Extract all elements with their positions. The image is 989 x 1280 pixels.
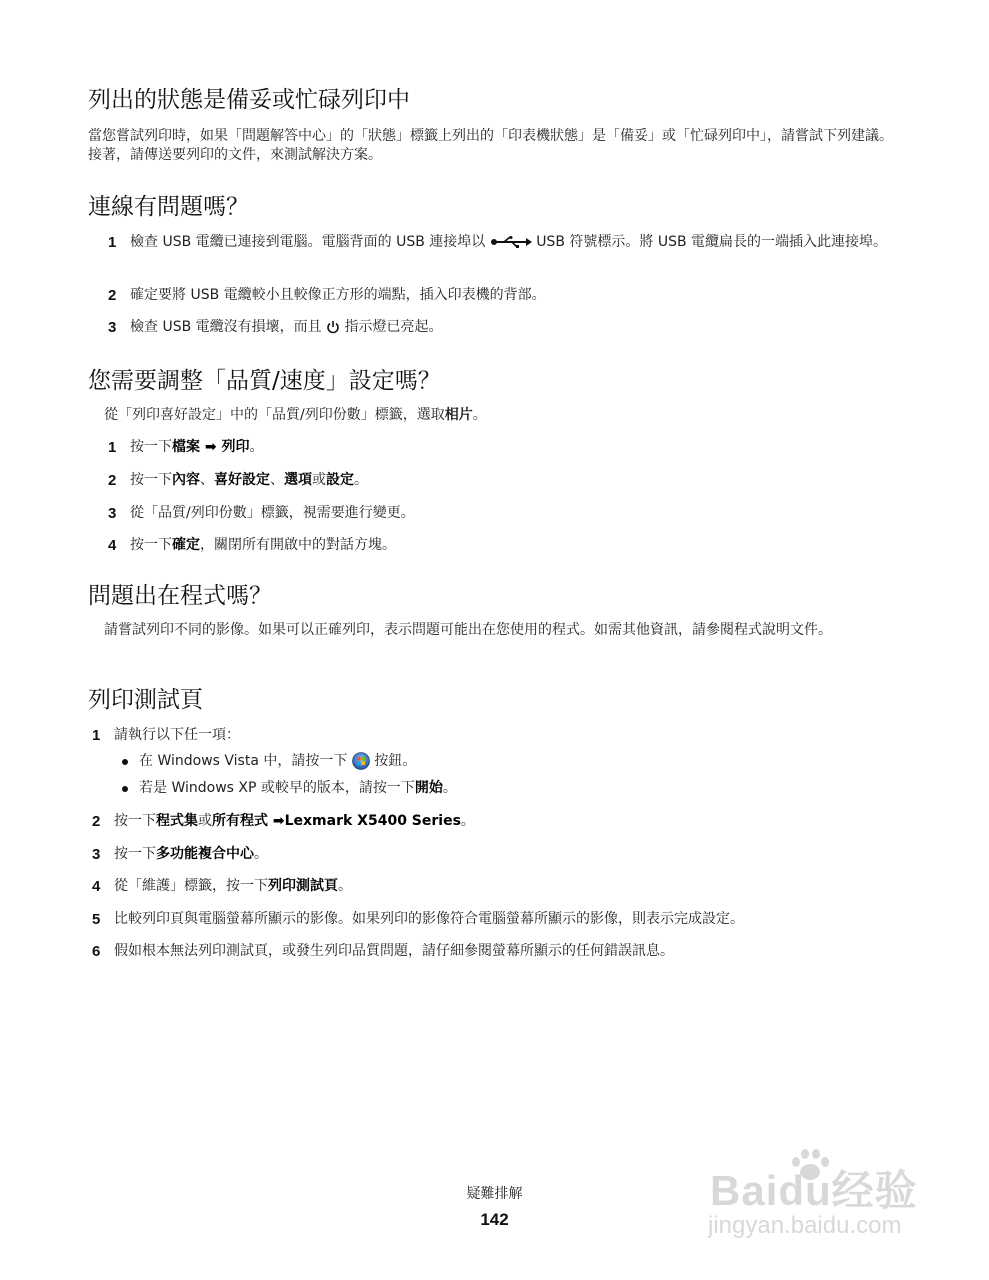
step-text: 按一下確定，關閉所有開啟中的對話方塊。 [130,537,396,553]
section-title-status: 列出的狀態是備妥或忙碌列印中 [88,87,410,113]
bullet-dot [122,786,128,792]
step-number: 4 [92,878,101,895]
step-number: 1 [108,234,117,251]
step-text: 從「品質/列印份數」標籤，視需要進行變更。 [130,505,415,521]
step-number: 3 [92,846,101,863]
section-para-status: 當您嘗試列印時，如果「問題解答中心」的「狀態」標籤上列出的「印表機狀態」是「備妥」或「忙碌列印中」，請嘗試下列建議。接著，請傳送要列印的文件，來測試解決方案。 [88,128,893,163]
step-text: 比較列印頁與電腦螢幕所顯示的影像。如果列印的影像符合電腦螢幕所顯示的影像，則表示完成設定。 [114,911,744,927]
bullet-dot [122,759,128,765]
step-number: 3 [108,505,117,522]
step-text: 假如根本無法列印測試頁，或發生列印品質問題，請仔細參閱螢幕所顯示的任何錯誤訊息。 [114,943,674,959]
watermark-url: jingyan.baidu.com [708,1212,902,1239]
section-para-quality: 從「列印喜好設定」中的「品質/列印份數」標籤，選取相片。 [104,407,487,423]
usb-icon [490,236,532,248]
bullet-text: 若是 Windows XP 或較早的版本，請按一下開始。 [139,780,457,796]
section-title-connection: 連線有問題嗎？ [88,194,249,220]
page-number: 142 [480,1210,509,1229]
watermark-logo: Baidu经验 [710,1167,918,1214]
step-text: 確定要將 USB 電纜較小且較像正方形的端點，插入印表機的背部。 [130,287,546,303]
windows-start-icon [352,752,370,770]
step-number: 3 [108,319,117,336]
step-text: 檢查 USB 電纜已連接到電腦。電腦背面的 USB 連接埠以 USB 符號標示。將 USB 電纜扁長的一端插入此連接埠。 [130,234,888,250]
section-title-program: 問題出在程式嗎？ [88,583,272,609]
baidu-watermark [700,1150,950,1250]
step-number: 4 [108,537,117,554]
section-title-test-page: 列印測試頁 [88,687,203,713]
power-icon [326,320,340,334]
step-number: 6 [92,943,101,960]
step-text: 檢查 USB 電纜沒有損壞，而且 指示燈已亮起。 [130,319,443,335]
step-number: 1 [108,439,117,456]
bullet-text: 在 Windows Vista 中，請按一下 按鈕。 [139,753,417,769]
step-number: 2 [108,472,117,489]
section-para-program: 請嘗試列印不同的影像。如果可以正確列印，表示問題可能出在您使用的程式。如需其他資訊，請參閱程式說明文件。 [104,622,832,638]
step-text: 按一下檔案 ➡ 列印。 [130,439,264,455]
step-text: 按一下程式集或所有程式 ➡Lexmark X5400 Series。 [114,813,475,829]
step-number: 2 [92,813,101,830]
section-title-quality: 您需要調整「品質/速度」設定嗎？ [88,368,441,394]
step-number: 5 [92,911,101,928]
footer-chapter-title: 疑難排解 [466,1186,523,1202]
step-text: 從「維護」標籤，按一下列印測試頁。 [114,878,352,894]
step-text: 按一下內容、喜好設定、選項或設定。 [130,472,368,488]
step-number: 1 [92,727,101,744]
step-number: 2 [108,287,117,304]
step-text: 請執行以下任一項： [114,727,240,743]
step-text: 按一下多功能複合中心。 [114,846,268,862]
